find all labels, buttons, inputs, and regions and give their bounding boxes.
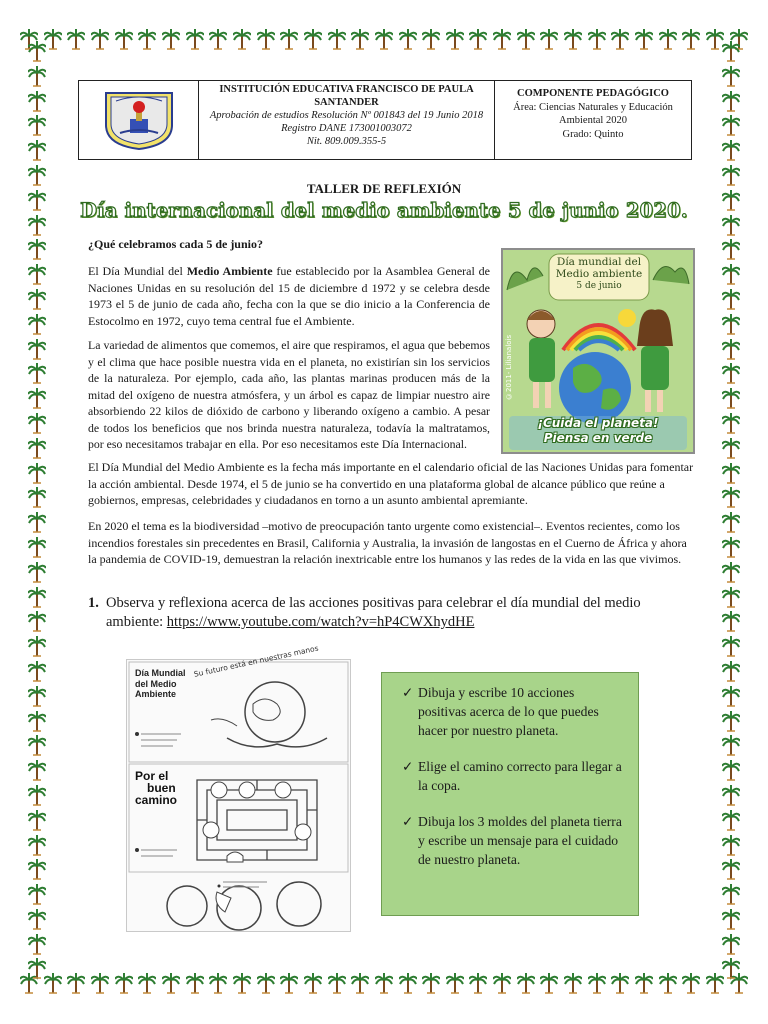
palm-tree-icon [722, 412, 740, 434]
palm-tree-icon [722, 710, 740, 732]
palm-tree-icon [422, 28, 440, 50]
palm-tree-icon [588, 972, 606, 994]
palm-tree-icon [28, 238, 46, 260]
palm-tree-icon [257, 28, 275, 50]
palm-tree-icon [28, 784, 46, 806]
palm-tree-icon [186, 972, 204, 994]
palm-tree-icon [722, 685, 740, 707]
component-info [495, 81, 691, 159]
palm-tree-icon [28, 759, 46, 781]
component-title: COMPONENTE PEDAGÓGICO [517, 88, 669, 99]
poster-slogan [507, 416, 689, 446]
palm-tree-icon [722, 586, 740, 608]
question-1-text: Observa y reflexiona acerca de las acciones positivas para celebrar el día mundial del medio ambiente: [106, 595, 641, 630]
palm-tree-icon [28, 362, 46, 384]
palm-tree-icon [162, 972, 180, 994]
palm-tree-icon [28, 685, 46, 707]
poster-slogan-line-2: Piensa en verde [543, 431, 653, 445]
question-heading: ¿Qué celebramos cada 5 de junio? [88, 237, 263, 251]
palm-tree-icon [162, 28, 180, 50]
palm-tree-icon [28, 834, 46, 856]
nit-number: Nit. 809.009.355-5 [306, 136, 387, 147]
palm-tree-icon [28, 586, 46, 608]
palm-tree-icon [67, 972, 85, 994]
palm-tree-icon [399, 972, 417, 994]
maze-title-line-3: camino [135, 793, 178, 807]
palm-tree-icon [722, 387, 740, 409]
question-1 [88, 594, 694, 632]
palm-tree-icon [722, 908, 740, 930]
palm-tree-icon [28, 313, 46, 335]
palm-tree-icon [115, 972, 133, 994]
palm-tree-icon [722, 759, 740, 781]
palm-tree-icon [28, 908, 46, 930]
palm-tree-icon [722, 462, 740, 484]
palm-tree-icon [722, 834, 740, 856]
palm-tree-icon [446, 28, 464, 50]
worksheet-image [126, 643, 351, 932]
palm-tree-icon [722, 858, 740, 880]
poster-title-line-1: Día mundial del [556, 256, 642, 268]
environment-day-poster [501, 248, 695, 454]
palm-tree-icon [28, 462, 46, 484]
palm-tree-icon [328, 28, 346, 50]
palm-tree-icon [28, 858, 46, 880]
checkmark-icon: ✓ [402, 814, 414, 829]
institution-info [199, 81, 495, 159]
palm-tree-icon [375, 28, 393, 50]
palm-tree-icon [722, 238, 740, 260]
palm-tree-icon [722, 809, 740, 831]
grade-label: Grado: Quinto [562, 128, 624, 140]
palm-tree-icon [280, 972, 298, 994]
palm-tree-icon [722, 561, 740, 583]
palm-tree-icon [469, 28, 487, 50]
poster-slogan-line-1: ¡Cuida el planeta! [537, 416, 659, 430]
palm-tree-icon [28, 660, 46, 682]
palm-tree-icon [722, 338, 740, 360]
poster-title [551, 256, 647, 292]
question-1-number: 1. [88, 595, 99, 611]
palm-tree-icon [375, 972, 393, 994]
poster-copyright: ©2011- Lilianalois [505, 334, 513, 400]
approval-resolution: Aprobación de estudios Resolución Nº 001843 del 19 Junio 2018 [209, 110, 484, 121]
paragraph-1-end: fue establecido por la Asamblea General de Naciones Unidas en su resolución del 15 de diciembre d 1972 y se celebra desde 1973 el 5 de junio de cada año, fecha con la que se dio inicio a la Conferencia de Estocolmo en 1972, cuyo tema central fue el Ambiente. [88, 264, 490, 328]
palm-tree-icon [493, 28, 511, 50]
tasks-box [381, 672, 639, 916]
palm-tree-icon [28, 114, 46, 136]
paragraph-1-start: El Día Mundial del [88, 264, 187, 278]
banner-title: Día internacional del medio ambiente 5 de junio 2020. [80, 199, 688, 222]
palm-tree-icon [517, 28, 535, 50]
palm-tree-icon [28, 635, 46, 657]
palm-tree-icon [280, 28, 298, 50]
paragraph-3: El Día Mundial del Medio Ambiente es la fecha más importante en el calendario oficial de las Naciones Unidas para fomentar la acción ambiental. Desde 1974, el 5 de junio se ha convertido en una plataforma global de alcance público que reúne a gobiernos, empresas, celebridades y ciudadanos en torno a un asunto ambiental apremiante. [88, 460, 694, 507]
palm-tree-icon [564, 972, 582, 994]
palm-tree-icon [28, 809, 46, 831]
palm-tree-icon [28, 486, 46, 508]
worksheet-title-line-2: del Medio [135, 678, 177, 689]
palm-tree-icon [422, 972, 440, 994]
palm-tree-icon [722, 610, 740, 632]
paragraph-1 [88, 263, 490, 329]
palm-tree-icon [351, 28, 369, 50]
palm-tree-icon [28, 957, 46, 979]
palm-tree-icon [138, 28, 156, 50]
checkmark-icon: ✓ [402, 759, 414, 774]
palm-tree-icon [28, 139, 46, 161]
paragraph-4: En 2020 el tema es la biodiversidad –motivo de preocupación tanto urgente como existencial–. Eventos recientes, como los incendios forestales sin precedentes en Brasil, California y Australia, la invasión de langostas en el Cuerno de África y ahora la pandemia de COVID-19, demuestran la relación inextricable entre los humanos y las redes de la vida en las que vivimos. [88, 519, 687, 566]
worksheet-arc-text: Su futuro está en nuestras manos [193, 643, 320, 679]
task-item [402, 757, 624, 795]
palm-tree-icon [722, 883, 740, 905]
palm-tree-icon [722, 40, 740, 62]
palm-tree-icon [722, 288, 740, 310]
palm-tree-icon [722, 660, 740, 682]
palm-tree-icon [351, 972, 369, 994]
maze-title [135, 770, 177, 806]
palm-tree-icon [722, 313, 740, 335]
palm-tree-icon [722, 933, 740, 955]
youtube-link[interactable]: https://www.youtube.com/watch?v=hP4CWXhydHE [166, 614, 475, 630]
palm-tree-icon [28, 883, 46, 905]
task-text-2: Elige el camino correcto para llegar a la copa. [418, 759, 622, 793]
worksheet-title-line-1: Día Mundial [135, 668, 186, 678]
palm-tree-icon [635, 28, 653, 50]
palm-tree-icon [540, 28, 558, 50]
palm-tree-icon [28, 338, 46, 360]
institution-name: INSTITUCIÓN EDUCATIVA FRANCISCO DE PAULA SANTANDER [219, 84, 474, 108]
poster-title-line-2: Medio ambiente [555, 268, 643, 280]
palm-tree-icon [67, 28, 85, 50]
school-logo [79, 81, 199, 159]
palm-tree-icon [722, 362, 740, 384]
palm-tree-icon [682, 972, 700, 994]
palm-tree-icon [91, 972, 109, 994]
task-text-1: Dibuja y escribe 10 acciones positivas acerca de lo que puedes hacer por nuestro planeta. [418, 685, 599, 738]
palm-tree-icon [28, 610, 46, 632]
paragraph-1-bold: Medio Ambiente [186, 264, 273, 278]
palm-tree-icon [28, 288, 46, 310]
palm-tree-icon [517, 972, 535, 994]
palm-tree-icon [233, 28, 251, 50]
task-item [402, 683, 624, 740]
palm-tree-icon [722, 635, 740, 657]
palm-tree-icon [469, 972, 487, 994]
maze-title-line-1: Por el [135, 769, 169, 783]
palm-tree-icon [611, 972, 629, 994]
palm-tree-icon [682, 28, 700, 50]
header-table [78, 80, 692, 160]
palm-tree-icon [722, 536, 740, 558]
palm-tree-icon [28, 933, 46, 955]
palm-tree-icon [28, 65, 46, 87]
palm-tree-icon [233, 972, 251, 994]
area-label: Área: Ciencias Naturales y Educación Ambiental 2020 [513, 101, 673, 126]
palm-tree-icon [722, 139, 740, 161]
palm-tree-icon [28, 511, 46, 533]
palm-tree-icon [28, 437, 46, 459]
palm-tree-icon [564, 28, 582, 50]
palm-border-bottom [0, 972, 768, 998]
poster-date: 5 de junio [576, 281, 622, 291]
palm-tree-icon [91, 28, 109, 50]
checkmark-icon: ✓ [402, 685, 414, 700]
palm-tree-icon [28, 412, 46, 434]
worksheet-title [135, 668, 186, 700]
palm-tree-icon [659, 972, 677, 994]
palm-tree-icon [493, 972, 511, 994]
palm-tree-icon [722, 957, 740, 979]
palm-tree-icon [722, 437, 740, 459]
palm-tree-icon [28, 387, 46, 409]
palm-tree-icon [304, 972, 322, 994]
palm-tree-icon [138, 972, 156, 994]
workshop-title: TALLER DE REFLEXIÓN [306, 181, 462, 196]
palm-tree-icon [722, 734, 740, 756]
task-item [402, 812, 624, 869]
palm-tree-icon [722, 90, 740, 112]
palm-tree-icon [588, 28, 606, 50]
palm-tree-icon [28, 734, 46, 756]
palm-tree-icon [209, 28, 227, 50]
palm-tree-icon [722, 784, 740, 806]
palm-tree-icon [722, 511, 740, 533]
palm-tree-icon [446, 972, 464, 994]
palm-tree-icon [115, 28, 133, 50]
palm-tree-icon [399, 28, 417, 50]
palm-tree-icon [722, 486, 740, 508]
palm-tree-icon [28, 40, 46, 62]
palm-tree-icon [540, 972, 558, 994]
palm-tree-icon [28, 263, 46, 285]
task-text-3: Dibuja los 3 moldes del planeta tierra y escribe un mensaje para el cuidado de nuestro planeta. [418, 814, 622, 867]
palm-border-top [0, 28, 768, 54]
school-crest-icon [100, 89, 178, 151]
palm-tree-icon [611, 28, 629, 50]
palm-tree-icon [186, 28, 204, 50]
palm-tree-icon [28, 710, 46, 732]
palm-tree-icon [28, 90, 46, 112]
palm-tree-icon [722, 263, 740, 285]
maze-title-line-2: buen [147, 781, 176, 795]
palm-tree-icon [304, 28, 322, 50]
palm-tree-icon [328, 972, 346, 994]
paragraph-2: La variedad de alimentos que comemos, el aire que respiramos, el agua que bebemos y el clima que hace posible nuestra vida en el planeta, no existirían sin los servicios de la naturaleza. Por ejemplo, cada año, las plantas marinas producen más de la mitad del oxígeno de nuestra atmósfera, y un árbol es capaz de limpiar nuestro aire absorbiendo 22 kilos de dióxido de carbono y liberando oxígeno a cambio. A pesar de todos los beneficios que nos brinda nuestra naturaleza, todavía la maltratamos, por eso necesitamos trabajar en ella. Por eso necesitamos este Día Internacional. [88, 338, 490, 451]
palm-tree-icon [209, 972, 227, 994]
dane-register: Registro DANE 173001003072 [281, 123, 412, 134]
palm-tree-icon [722, 65, 740, 87]
palm-tree-icon [722, 114, 740, 136]
palm-tree-icon [659, 28, 677, 50]
palm-tree-icon [635, 972, 653, 994]
worksheet-title-line-3: Ambiente [135, 689, 177, 699]
palm-tree-icon [257, 972, 275, 994]
palm-tree-icon [28, 536, 46, 558]
palm-tree-icon [28, 561, 46, 583]
